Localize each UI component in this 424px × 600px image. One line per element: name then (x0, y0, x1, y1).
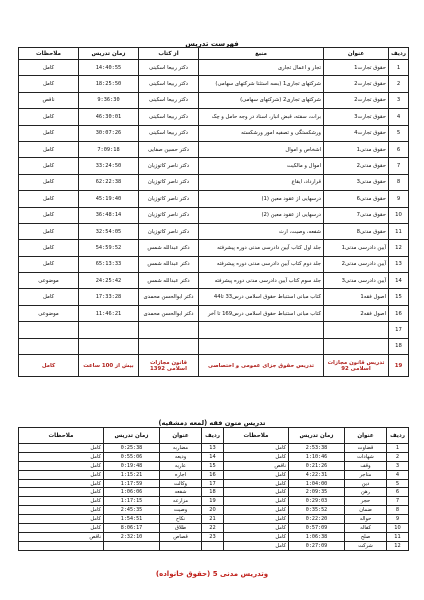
right-cell-note: کامل (224, 524, 289, 533)
right-cell-note: کامل (224, 452, 289, 461)
footer-title: تدریس قانون مجازات اسلامی 92 (324, 355, 389, 377)
left-cell-note: کامل (19, 461, 104, 470)
left-cell-time: 8:06:17 (104, 524, 160, 533)
left-cell-no: 18 (202, 488, 224, 497)
table-row (19, 240, 409, 256)
table-body (19, 60, 409, 355)
cell-no: 14 (389, 273, 409, 289)
cell-title: حقوق مدنی1 (324, 141, 389, 157)
left-cell-time: 1:15:21 (104, 470, 160, 479)
cell-source: جلد اول کتاب آیین دادرسی مدنی دوره پیشرفته (199, 240, 324, 256)
right-cell-no: 2 (387, 452, 409, 461)
cell-title: حقوق مدنی3 (324, 174, 389, 190)
cell-title: حقوق مدنی6 (324, 191, 389, 207)
cell-source: جلد سوم کتاب آیین دادرسی مدنی دوره پیشرفته (199, 273, 324, 289)
cell-time (79, 338, 139, 354)
left-cell-note: ناقص (19, 532, 104, 541)
cell-time: 65:13:33 (79, 256, 139, 272)
left-cell-title: مضاربه (160, 444, 202, 453)
left-cell-time: 1:17:15 (104, 497, 160, 506)
right-cell-title: رهن (345, 488, 387, 497)
table-row (19, 60, 409, 76)
right-cell-time: 2:09:35 (289, 488, 345, 497)
cell-no: 7 (389, 158, 409, 174)
right-cell-title: حواله (345, 515, 387, 524)
left-cell-no: 21 (202, 515, 224, 524)
cell-book: دکتر ناصر کاتوزیان (139, 191, 199, 207)
right-cell-note: کامل (224, 479, 289, 488)
cell-time: 14:40:55 (79, 60, 139, 76)
cell-book (139, 322, 199, 338)
cell-no: 6 (389, 141, 409, 157)
header-cell: زمان تدریس (104, 428, 160, 444)
cell-time: 30:07:26 (79, 125, 139, 141)
right-cell-note: کامل (224, 470, 289, 479)
cell-note: موضوعی (19, 305, 79, 321)
cell-source (199, 322, 324, 338)
cell-title: حقوق تجارت2 (324, 76, 389, 92)
left-cell-title: طلاق (160, 524, 202, 533)
cell-time: 24:25:42 (79, 273, 139, 289)
left-cell-title: مزارعه (160, 497, 202, 506)
cell-no: 12 (389, 240, 409, 256)
cell-source: درسهایی از عقود معین (1) (199, 191, 324, 207)
cell-source: برات، سفته، قبض انبار، اسناد در وجه حامل و چک (199, 109, 324, 125)
table-row (19, 444, 409, 453)
cell-note: کامل (19, 256, 79, 272)
right-cell-title: دین (345, 479, 387, 488)
left-cell-note: کامل (19, 452, 104, 461)
table-row (19, 125, 409, 141)
cell-source: جلد دوم کتاب آیین دادرسی مدنی دوره پیشرفته (199, 256, 324, 272)
right-cell-title: کفاله (345, 524, 387, 533)
left-cell-note: کامل (19, 479, 104, 488)
left-cell-note: کامل (19, 470, 104, 479)
cell-no: 15 (389, 289, 409, 305)
right-cell-time: 0:29:03 (289, 497, 345, 506)
cell-time: 7:09:18 (79, 141, 139, 157)
left-cell-time: 2:45:35 (104, 506, 160, 515)
cell-note: کامل (19, 289, 79, 305)
table-row (19, 524, 409, 533)
cell-book: دکتر عبدالله شمس (139, 256, 199, 272)
cell-no: 1 (389, 60, 409, 76)
footer-book: قانون مجازات اسلامی 1392 (139, 355, 199, 377)
cell-time: 45:19:40 (79, 191, 139, 207)
cell-time: 62:22:38 (79, 174, 139, 190)
right-cell-title: وقف (345, 461, 387, 470)
cell-title (324, 322, 389, 338)
right-cell-time: 1:10:46 (289, 452, 345, 461)
right-cell-title: حجر (345, 497, 387, 506)
cell-note: کامل (19, 60, 79, 76)
footer-note: وتدریس مدنی 5 (حقوق خانواده) (155, 570, 269, 578)
table-header-row (19, 48, 409, 60)
cell-note: کامل (19, 191, 79, 207)
left-cell-title: ودیعه (160, 452, 202, 461)
cell-book: دکتر ابوالحسن محمدی (139, 305, 199, 321)
header-cell: زمان تدریس (289, 428, 345, 444)
cell-no: 18 (389, 338, 409, 354)
right-cell-note: کامل (224, 541, 289, 550)
cell-book: دکتر ربیعا اسکینی (139, 92, 199, 108)
cell-source: قرارداد، ایقاع (199, 174, 324, 190)
cell-source: کتاب مبانی استنباط حقوق اسلامی درس33 تا44 (199, 289, 324, 305)
header-cell: ردیف (387, 428, 409, 444)
left-cell-time: 1:17:59 (104, 479, 160, 488)
table-body (19, 444, 409, 551)
right-cell-no: 4 (387, 470, 409, 479)
right-cell-no: 7 (387, 497, 409, 506)
footer-time: بیش از 100 ساعت (79, 355, 139, 377)
footer-no: 19 (389, 355, 409, 377)
cell-book (139, 338, 199, 354)
cell-no: 17 (389, 322, 409, 338)
table-row (19, 497, 409, 506)
left-cell-no: 19 (202, 497, 224, 506)
left-cell-no: 22 (202, 524, 224, 533)
table-row (19, 76, 409, 92)
header-cell: عنوان (345, 428, 387, 444)
cell-no: 4 (389, 109, 409, 125)
cell-note: کامل (19, 141, 79, 157)
cell-time (79, 322, 139, 338)
cell-source: شفعه، وصیت، ارث (199, 223, 324, 239)
cell-no: 5 (389, 125, 409, 141)
table-row (19, 174, 409, 190)
left-cell-no: 15 (202, 461, 224, 470)
right-cell-time: 1:04:00 (289, 479, 345, 488)
right-cell-time: 2:53:38 (289, 444, 345, 453)
right-cell-note: کامل (224, 488, 289, 497)
section-title: تدریس متون فقه (لمعه دمشقیه) (158, 419, 266, 427)
table-row (19, 452, 409, 461)
cell-title: حقوق مدنی7 (324, 207, 389, 223)
right-cell-time: 0:27:09 (289, 541, 345, 550)
right-cell-time: 4:22:31 (289, 470, 345, 479)
left-cell-title: وصیت (160, 506, 202, 515)
cell-title: حقوق تجارت4 (324, 125, 389, 141)
header-cell: عنوان (160, 428, 202, 444)
cell-no: 9 (389, 191, 409, 207)
table-row (19, 532, 409, 541)
fiqh-texts-table (18, 427, 409, 551)
left-cell-title: عاریه (160, 461, 202, 470)
right-cell-no: 8 (387, 506, 409, 515)
cell-source (199, 338, 324, 354)
cell-source: درسهایی از عقود معین (2) (199, 207, 324, 223)
left-cell-title: قصاص (160, 532, 202, 541)
header-cell: از کتاب (139, 48, 199, 60)
cell-source: شرکتهای تجاری1 (بسه استثنا شرکتهای سهامی) (199, 76, 324, 92)
right-cell-no: 10 (387, 524, 409, 533)
left-cell-note: کامل (19, 524, 104, 533)
header-cell: ملاحظات (224, 428, 289, 444)
right-cell-no: 11 (387, 532, 409, 541)
right-cell-title: شرکت (345, 541, 387, 550)
left-cell-time: 1:06:06 (104, 488, 160, 497)
left-cell-no: 13 (202, 444, 224, 453)
cell-note: کامل (19, 207, 79, 223)
cell-source: ورشکستگی و تصفیه امور ورشکسته (199, 125, 324, 141)
right-cell-no: 3 (387, 461, 409, 470)
right-cell-time: 1:06:38 (289, 532, 345, 541)
cell-book: دکتر ربیعا اسکینی (139, 109, 199, 125)
right-cell-note: کامل (224, 444, 289, 453)
cell-no: 13 (389, 256, 409, 272)
course-list-table (18, 47, 409, 377)
header-cell: ملاحظات (19, 48, 79, 60)
cell-title: اصول فقه2 (324, 305, 389, 321)
cell-time: 32:54:05 (79, 223, 139, 239)
table-row (19, 273, 409, 289)
right-cell-no: 1 (387, 444, 409, 453)
table-row (19, 488, 409, 497)
cell-note: کامل (19, 240, 79, 256)
cell-no: 8 (389, 174, 409, 190)
right-cell-no: 12 (387, 541, 409, 550)
left-cell-title: شفعه (160, 488, 202, 497)
cell-title: آیین دادرسی مدنی3 (324, 273, 389, 289)
cell-title (324, 338, 389, 354)
cell-book: دکتر ربیعا اسکینی (139, 60, 199, 76)
table-footer-row (19, 355, 409, 377)
cell-book: دکتر ناصر کاتوزیان (139, 158, 199, 174)
footer-note: کامل (19, 355, 79, 377)
cell-title: آیین دادرسی مدنی1 (324, 240, 389, 256)
cell-title: آیین دادرسی مدنی2 (324, 256, 389, 272)
table-row (19, 515, 409, 524)
table-row (19, 322, 409, 338)
cell-time: 36:48:14 (79, 207, 139, 223)
left-cell-no: 23 (202, 532, 224, 541)
cell-no: 2 (389, 76, 409, 92)
table-row (19, 338, 409, 354)
right-cell-title: شهادات (345, 452, 387, 461)
right-cell-note: کامل (224, 506, 289, 515)
cell-book: دکتر عبدالله شمس (139, 240, 199, 256)
cell-time: 17:33:28 (79, 289, 139, 305)
cell-title: اصول فقه1 (324, 289, 389, 305)
cell-title: حقوق مدنی8 (324, 223, 389, 239)
cell-book: دکتر ناصر کاتوزیان (139, 207, 199, 223)
table-row (19, 92, 409, 108)
table-row (19, 191, 409, 207)
cell-book: دکتر ابوالحسن محمدی (139, 289, 199, 305)
cell-no: 16 (389, 305, 409, 321)
cell-note: ناقص (19, 92, 79, 108)
left-cell-no: 20 (202, 506, 224, 515)
left-cell-time: 2:32:10 (104, 532, 160, 541)
cell-source: اموال و مالکیت (199, 158, 324, 174)
cell-book: دکتر عبدالله شمس (139, 273, 199, 289)
table-row (19, 541, 409, 550)
cell-book: دکتر ناصر کاتوزیان (139, 174, 199, 190)
cell-book: دکتر ناصر کاتوزیان (139, 223, 199, 239)
right-cell-no: 5 (387, 479, 409, 488)
cell-note: کامل (19, 125, 79, 141)
right-cell-title: ضمان (345, 506, 387, 515)
left-cell-note: کامل (19, 444, 104, 453)
left-cell-no: 17 (202, 479, 224, 488)
left-cell-time: 0:55:06 (104, 452, 160, 461)
cell-title: حقوق تجارت3 (324, 109, 389, 125)
cell-source: شرکتهای تجاری2 (شرکتهای سهامی) (199, 92, 324, 108)
table-row (19, 223, 409, 239)
table-row (19, 470, 409, 479)
left-cell-title: اجاره (160, 470, 202, 479)
cell-note: موضوعی (19, 273, 79, 289)
right-cell-title: صلح (345, 532, 387, 541)
header-cell: ردیف (202, 428, 224, 444)
table-row (19, 479, 409, 488)
cell-book: دکتر ربیعا اسکینی (139, 125, 199, 141)
right-cell-time: 0:22:20 (289, 515, 345, 524)
table-row (19, 506, 409, 515)
right-cell-time: 0:21:26 (289, 461, 345, 470)
footer-source: تدریس حقوق جزای عمومی و اختصاصی (199, 355, 324, 377)
cell-time: 11:46:21 (79, 305, 139, 321)
right-cell-note: ناقص (224, 461, 289, 470)
cell-time: 9:36:30 (79, 92, 139, 108)
right-cell-title: قضاوت (345, 444, 387, 453)
cell-title: حقوق تجارت1 (324, 60, 389, 76)
cell-time: 46:30:01 (79, 109, 139, 125)
left-cell-time: 0:25:38 (104, 444, 160, 453)
cell-note (19, 338, 79, 354)
cell-note: کامل (19, 158, 79, 174)
right-cell-note: کامل (224, 515, 289, 524)
cell-note: کامل (19, 174, 79, 190)
right-cell-no: 9 (387, 515, 409, 524)
table-row (19, 256, 409, 272)
left-cell-title: نکاح (160, 515, 202, 524)
right-cell-title: متاجر (345, 470, 387, 479)
cell-source: کتاب مبانی استنباط حقوق اسلامی درس169 تا آخر (199, 305, 324, 321)
page-title: فهرست تدریس (185, 40, 239, 48)
left-cell-title: وکالت (160, 479, 202, 488)
left-cell-note: کامل (19, 515, 104, 524)
cell-book: دکتر ربیعا اسکینی (139, 76, 199, 92)
cell-source: اشخاص و اموال (199, 141, 324, 157)
header-cell: عنوان (324, 48, 389, 60)
table-header-row (19, 428, 409, 444)
left-cell-time: 0:19:48 (104, 461, 160, 470)
table-row (19, 207, 409, 223)
right-cell-note: کامل (224, 497, 289, 506)
cell-time: 33:24:50 (79, 158, 139, 174)
right-cell-no: 6 (387, 488, 409, 497)
left-cell-title (160, 541, 202, 550)
cell-title: حقوق مدنی2 (324, 158, 389, 174)
left-cell-time (104, 541, 160, 550)
left-cell-note (19, 541, 104, 550)
cell-note: کامل (19, 109, 79, 125)
left-cell-note: کامل (19, 506, 104, 515)
right-cell-note: کامل (224, 532, 289, 541)
table-row (19, 305, 409, 321)
left-cell-no: 14 (202, 452, 224, 461)
cell-time: 18:25:50 (79, 76, 139, 92)
cell-book: دکتر حسین صفایی (139, 141, 199, 157)
cell-time: 54:59:52 (79, 240, 139, 256)
header-cell: منبع (199, 48, 324, 60)
left-cell-no: 16 (202, 470, 224, 479)
left-cell-note: کامل (19, 488, 104, 497)
header-cell: زمان تدریس (79, 48, 139, 60)
cell-note: کامل (19, 223, 79, 239)
cell-no: 11 (389, 223, 409, 239)
left-cell-no (202, 541, 224, 550)
table-row (19, 158, 409, 174)
right-cell-time: 0:35:52 (289, 506, 345, 515)
header-cell: ملاحظات (19, 428, 104, 444)
cell-source: تجار و اعمال تجاری (199, 60, 324, 76)
table-row (19, 109, 409, 125)
cell-no: 3 (389, 92, 409, 108)
cell-title: حقوق تجارت2 (324, 92, 389, 108)
right-cell-time: 0:57:09 (289, 524, 345, 533)
header-cell: ردیف (389, 48, 409, 60)
left-cell-time: 1:54:51 (104, 515, 160, 524)
cell-no: 10 (389, 207, 409, 223)
left-cell-note: کامل (19, 497, 104, 506)
table-row (19, 461, 409, 470)
table-row (19, 141, 409, 157)
cell-note: کامل (19, 76, 79, 92)
table-row (19, 289, 409, 305)
cell-note (19, 322, 79, 338)
